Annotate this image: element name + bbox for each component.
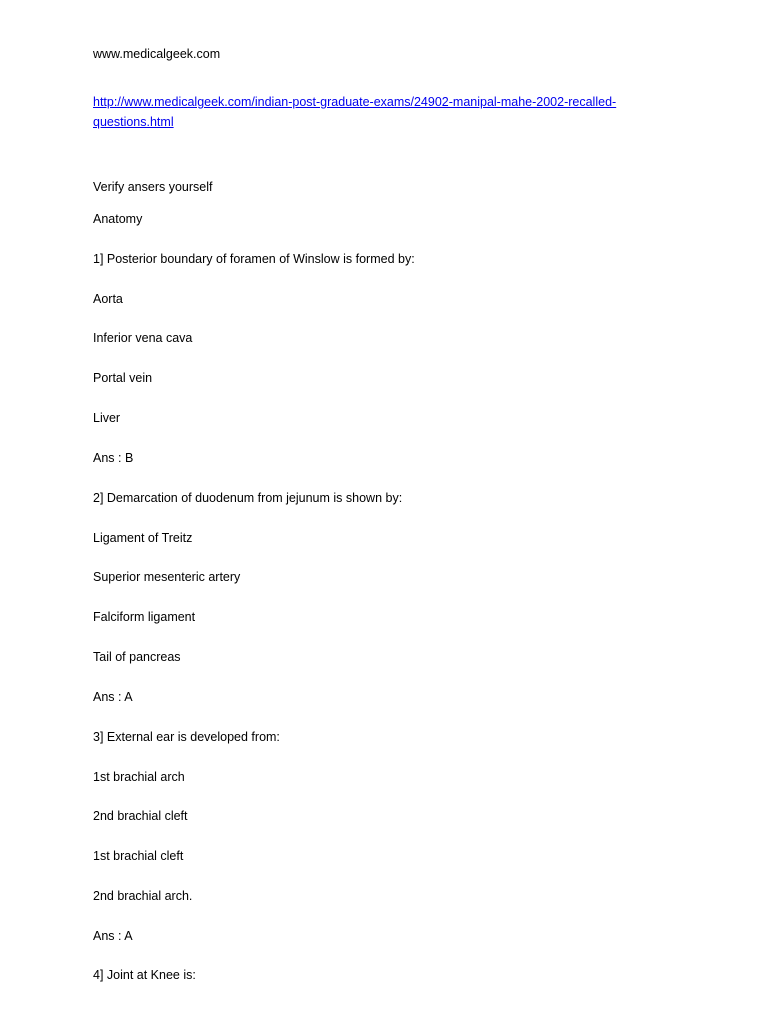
option-text: Ligament of Treitz [93, 531, 193, 545]
option-text: Portal vein [93, 371, 153, 385]
source-link-line-1[interactable]: http://www.medicalgeek.com/indian-post-graduate-exams/24902-manipal-mahe-2002-recalled- [93, 95, 617, 109]
option-text: Superior mesenteric artery [93, 570, 241, 584]
question-text: 4] Joint at Knee is: [93, 968, 196, 982]
option-text: 1st brachial arch [93, 770, 185, 784]
option-text: 2nd brachial arch. [93, 889, 193, 903]
question-text: 3] External ear is developed from: [93, 730, 280, 744]
option-text: 2nd brachial cleft [93, 809, 188, 823]
site-name: www.medicalgeek.com [93, 47, 221, 61]
question-text: 1] Posterior boundary of foramen of Winslow is formed by: [93, 252, 415, 266]
verify-note: Verify ansers yourself [93, 180, 213, 194]
question-text: 2] Demarcation of duodenum from jejunum is shown by: [93, 491, 403, 505]
answer-text: Ans : A [93, 929, 133, 943]
answer-text: Ans : A [93, 690, 133, 704]
section-heading: Anatomy [93, 212, 143, 226]
source-link-line-2[interactable]: questions.html [93, 115, 174, 129]
option-text: Liver [93, 411, 121, 425]
option-text: 1st brachial cleft [93, 849, 184, 863]
option-text: Falciform ligament [93, 610, 196, 624]
option-text: Inferior vena cava [93, 331, 193, 345]
answer-text: Ans : B [93, 451, 134, 465]
option-text: Aorta [93, 292, 123, 306]
option-text: Tail of pancreas [93, 650, 181, 664]
